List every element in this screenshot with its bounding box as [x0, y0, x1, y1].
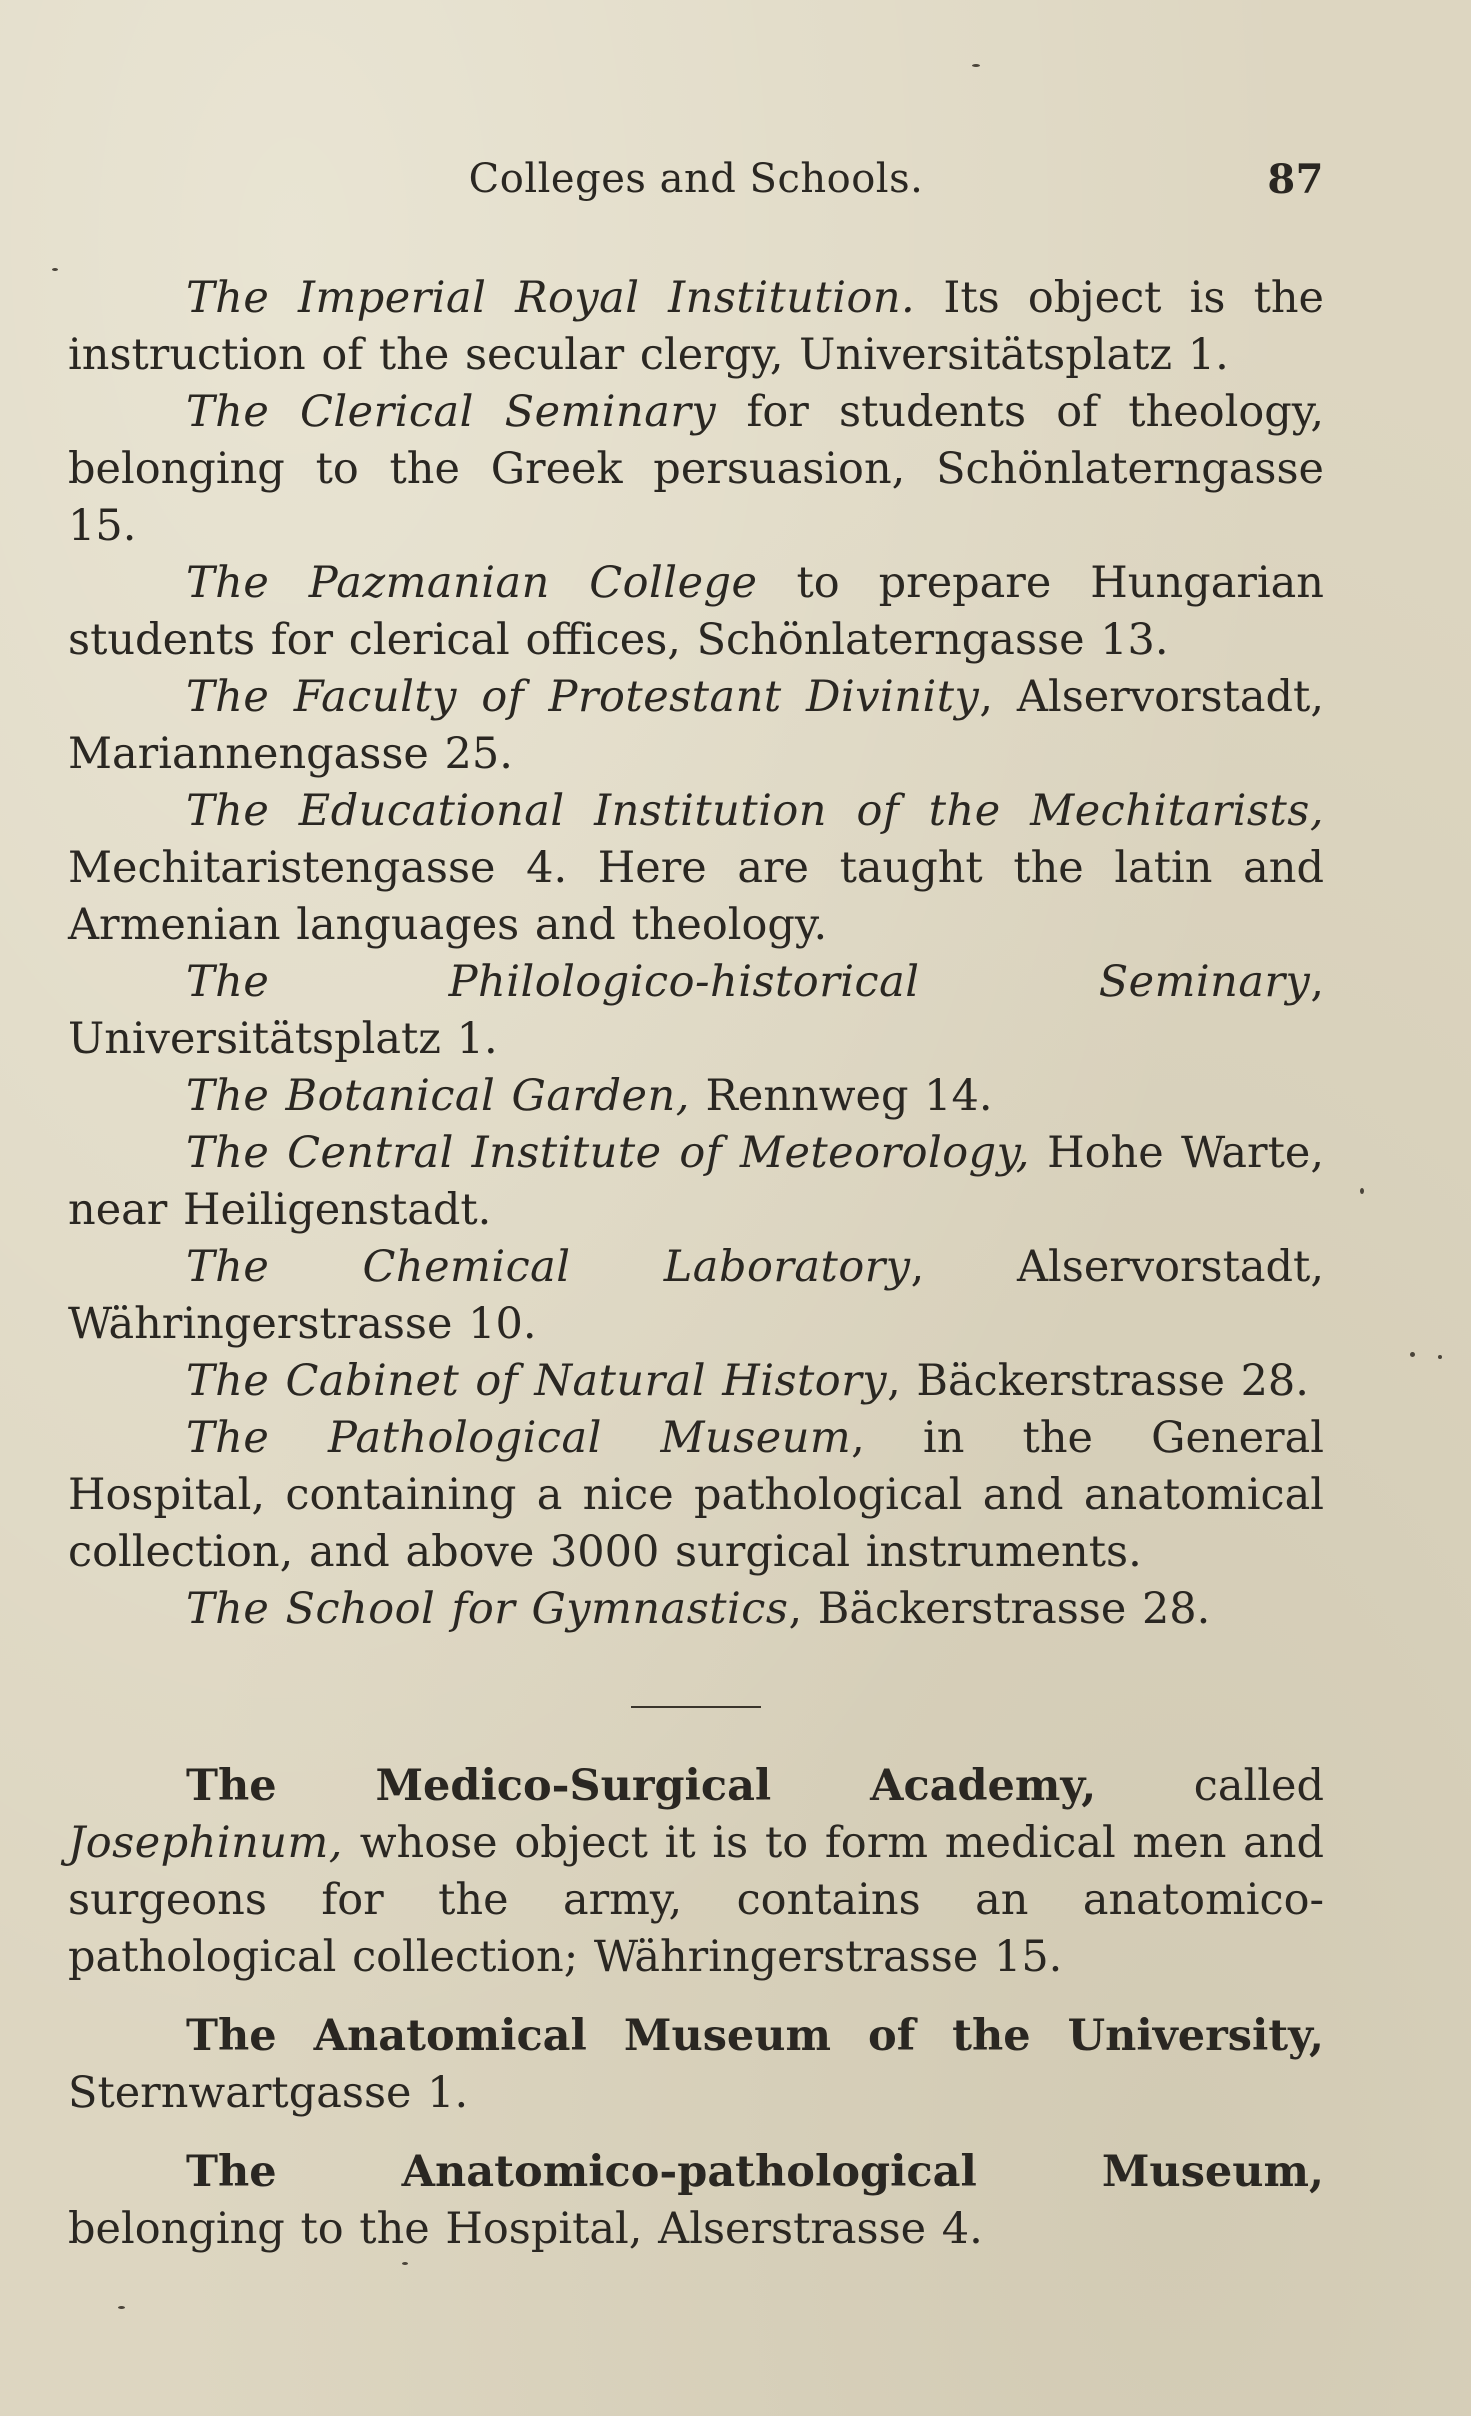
entry-name: The Clerical Seminary: [186, 387, 717, 437]
entry-clerical-seminary: [68, 384, 1324, 555]
entry-faculty-protestant-divinity: [68, 669, 1324, 783]
institution-text: whose object it is to form medical men and surgeons for the army, contains an anatomico-pathological collection; Währingerstrasse 15.: [68, 1818, 1324, 1982]
entry-name: The Cabinet of Natural History: [186, 1356, 888, 1406]
entry-cabinet-natural-history: [68, 1353, 1324, 1410]
entry-name: The Botanical Garden,: [186, 1071, 690, 1121]
entry-name: The Philologico-historical Seminary: [186, 957, 1311, 1007]
entry-pazmanian-college: [68, 555, 1324, 669]
paper-speck: [1410, 1352, 1415, 1357]
entry-pathological-museum: [68, 1410, 1324, 1581]
institution-text: Sternwartgasse 1.: [68, 2068, 469, 2118]
entry-text: , Universitätsplatz 1.: [68, 957, 1324, 1064]
entry-name: The School for Gymnastics: [186, 1584, 789, 1634]
institution-name: The Medico-Surgical Academy,: [186, 1761, 1097, 1811]
entry-mechitarists: [68, 783, 1324, 954]
entry-central-institute-meteorology: [68, 1125, 1324, 1239]
entry-text: to prepare Hungarian students for clerical offices, Schönlaterngasse 13.: [68, 558, 1324, 665]
entry-text: for students of theology, belonging to the Greek persuasion, Schönlaterngasse 15.: [68, 387, 1324, 551]
entry-name: The Imperial Royal Institution.: [186, 273, 916, 323]
paper-speck: [1438, 1355, 1442, 1359]
paper-speck: [1360, 1188, 1364, 1194]
page-body: [68, 270, 1324, 2280]
entry-text: , Bäckerstrasse 28.: [887, 1356, 1309, 1406]
paper-speck: [972, 64, 980, 67]
institution-pre: called: [1096, 1761, 1324, 1811]
paper-speck: [118, 2306, 125, 2309]
institution-anatomico-pathological-museum: [68, 2144, 1324, 2258]
institution-anatomical-museum: [68, 2008, 1324, 2122]
paper-speck: [402, 2262, 408, 2265]
entry-text: , Alservorstadt, Währingerstrasse 10.: [68, 1242, 1325, 1349]
entry-name: The Pathological Museum: [186, 1413, 852, 1463]
header-title: Colleges and Schools.: [468, 156, 924, 202]
entry-name: The Pazmanian College: [186, 558, 758, 608]
entry-name: The Educational Institution of the Mechitarists,: [186, 786, 1324, 836]
entry-philologico-historical-seminary: [68, 954, 1324, 1068]
entry-text: Its object is the instruction of the secular clergy, Universitätsplatz 1.: [68, 273, 1324, 380]
entry-text: Mechitaristengasse 4. Here are taught the latin and Armenian languages and theology.: [68, 843, 1324, 950]
entry-name: The Central Institute of Meteorology,: [186, 1128, 1030, 1178]
running-header: [68, 156, 1324, 216]
entry-text: Rennweg 14.: [689, 1071, 993, 1121]
entry-chemical-laboratory: [68, 1239, 1324, 1353]
institution-text: belonging to the Hospital, Alserstrasse 4.: [68, 2204, 983, 2254]
institution-medico-surgical-academy: [68, 1758, 1324, 1986]
entry-botanical-garden: [68, 1068, 1324, 1125]
entry-text: , in the General Hospital, containing a nice pathological and anatomical collection, and above 3000 surgical instruments.: [68, 1413, 1324, 1577]
institution-italic: Josephinum,: [68, 1818, 343, 1868]
entry-name: The Chemical Laboratory: [186, 1242, 911, 1292]
entry-text: , Bäckerstrasse 28.: [788, 1584, 1211, 1634]
page-number: 87: [1267, 156, 1324, 203]
entry-text: , Alservorstadt, Mariannengasse 25.: [68, 672, 1325, 779]
entry-name: The Faculty of Protestant Divinity: [186, 672, 980, 722]
paper-speck: [52, 268, 58, 271]
section-divider: [631, 1706, 761, 1708]
entry-text: Hohe Warte, near Heiligenstadt.: [68, 1128, 1324, 1235]
entry-imperial-royal-institution: [68, 270, 1324, 384]
institution-name: The Anatomical Museum of the University,: [186, 2011, 1324, 2061]
entry-school-gymnastics: [68, 1581, 1324, 1638]
institution-name: The Anatomico-pathological Museum,: [186, 2147, 1324, 2197]
